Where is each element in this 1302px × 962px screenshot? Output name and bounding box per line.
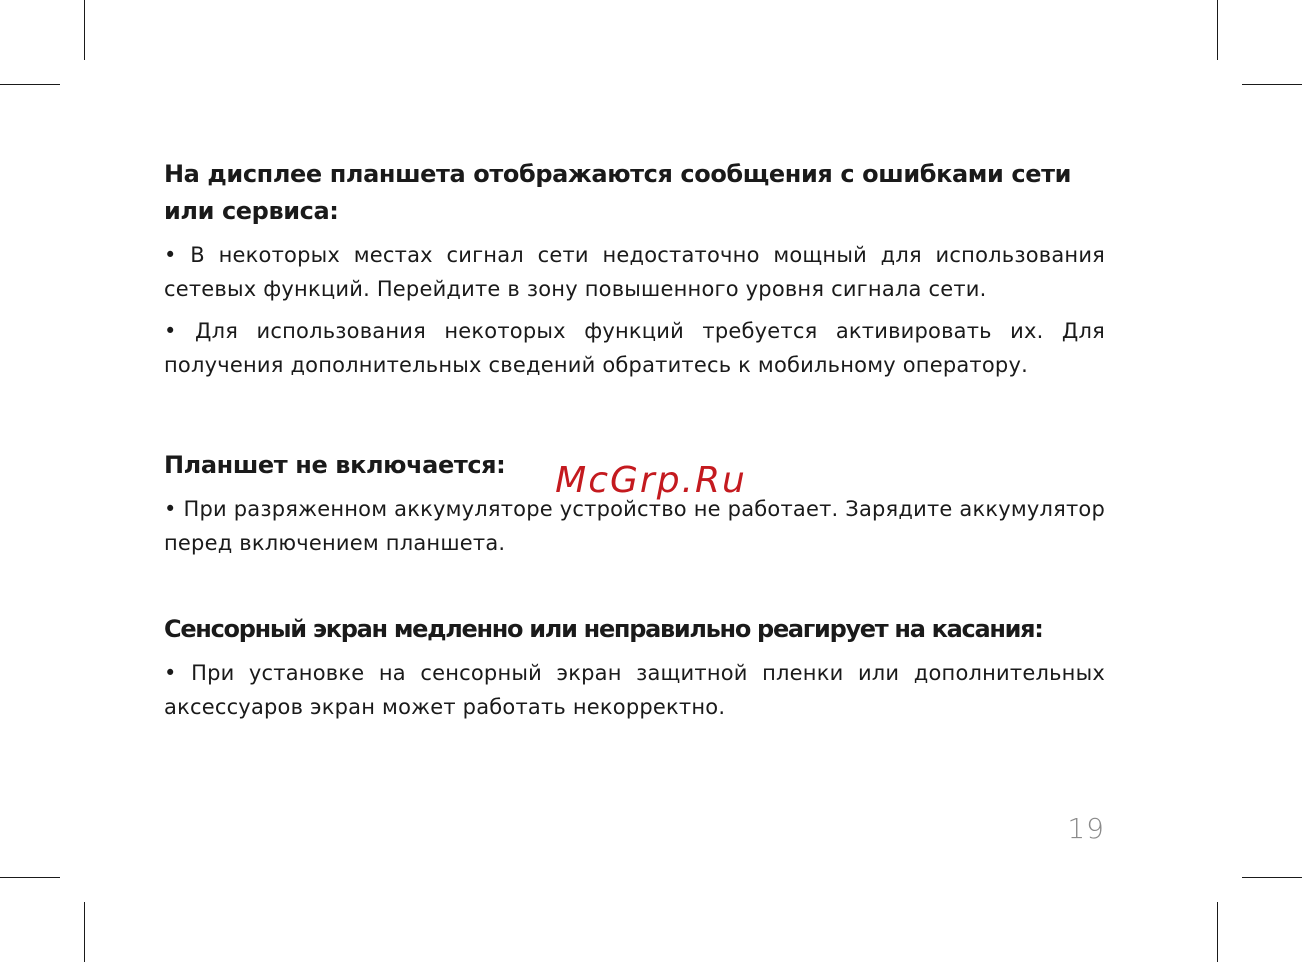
crop-mark-top-left-vertical [84,0,85,60]
page-content [164,156,1105,724]
bullet-item: • При установке на сенсорный экран защитной пленки или дополнительных аксессуаров экран может работать некорректно. [164,661,1105,719]
crop-mark-bottom-left-vertical [84,902,85,962]
crop-mark-bottom-right-horizontal [1242,877,1302,878]
crop-mark-top-right-vertical [1217,0,1218,60]
section-touchscreen-issues [164,611,1105,724]
section-heading: Планшет не включается: [164,451,506,479]
page-number: 19 [1067,812,1105,845]
bullet-item: • В некоторых местах сигнал сети недостаточно мощный для использования сетевых функций. Перейдите в зону повышенного уровня сигнала сети. [164,243,1105,301]
section-network-errors [164,156,1105,382]
watermark: McGrp.Ru [555,460,747,501]
crop-mark-bottom-left-horizontal [0,877,60,878]
crop-mark-bottom-right-vertical [1217,902,1218,962]
section-heading: На дисплее планшета отображаются сообщения с ошибками сети или сервиса: [164,160,1071,225]
bullet-item: • При разряженном аккумуляторе устройство не работает. Зарядите аккумулятор перед включением планшета. [164,497,1105,555]
crop-mark-top-left-horizontal [0,84,60,85]
section-heading: Сенсорный экран медленно или неправильно реагирует на касания: [164,615,1043,643]
bullet-item: • Для использования некоторых функций требуется активировать их. Для получения дополнительных сведений обратитесь к мобильному оператору. [164,319,1105,377]
crop-mark-top-right-horizontal [1242,84,1302,85]
